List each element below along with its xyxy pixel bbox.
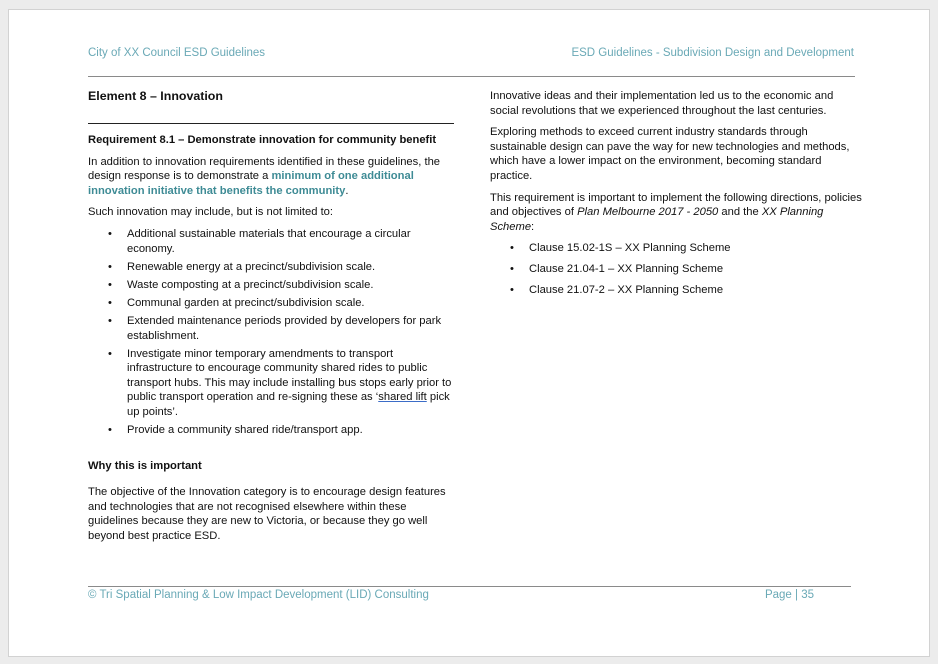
planning-scheme-text: XX Planning Scheme <box>490 206 824 233</box>
right-paragraph-3 <box>490 191 862 235</box>
list-item: • Renewable energy at a precinct/subdivision scale. <box>127 260 454 275</box>
shared-lift-text: shared lift <box>378 391 427 404</box>
document-page <box>8 9 930 657</box>
page-number: Page | 35 <box>764 589 814 601</box>
para3-and: and the <box>718 206 762 219</box>
requirement-title: Requirement 8.1 – Demonstrate innovation for community benefit <box>88 134 437 146</box>
left-column <box>88 89 454 551</box>
why-heading: Why this is important <box>88 459 202 472</box>
right-paragraph-1: Innovative ideas and their implementation led us to the economic and social revolutions that we experienced throughout the last centuries. <box>490 90 834 117</box>
clause-list <box>490 241 862 297</box>
requirement-rule <box>88 123 454 124</box>
list-item <box>127 347 454 420</box>
right-column <box>490 89 862 306</box>
element-heading: Element 8 – Innovation <box>88 89 223 103</box>
list-item: • Extended maintenance periods provided by developers for park establishment. <box>127 314 454 343</box>
right-paragraph-2: Exploring methods to exceed current industry standards through sustainable design can pave the way for new technologies and methods, which have a lower impact on the environment, becoming standard practice. <box>490 126 850 182</box>
intro-highlight: minimum of one additional innovation initiative that benefits the community <box>88 170 414 197</box>
intro-end: . <box>345 184 349 197</box>
list-item: • Provide a community shared ride/transport app. <box>127 423 454 438</box>
intro-paragraph <box>88 155 454 199</box>
list-item: • Waste composting at a precinct/subdivision scale. <box>127 278 454 293</box>
header-left: City of XX Council ESD Guidelines <box>88 47 266 59</box>
header-rule <box>88 76 855 77</box>
list-item: • Additional sustainable materials that encourage a circular economy. <box>127 227 454 256</box>
clause-item: • Clause 21.07-2 – XX Planning Scheme <box>529 283 862 298</box>
innovation-list <box>88 227 454 438</box>
para3-end: : <box>531 220 535 233</box>
item6-text: Investigate minor temporary amendments to transport infrastructure to encourage community shared rides to public transport hubs. This may include installing bus stops early prior to public transport operation and re-signing these as ‘ <box>127 347 452 404</box>
para3-text: This requirement is important to implement the following directions, policies and objectives of <box>490 191 862 219</box>
item6-end: pick up points’. <box>127 391 450 418</box>
footer-rule <box>88 586 851 587</box>
footer-copyright: © Tri Spatial Planning & Low Impact Development (LID) Consulting <box>88 589 429 601</box>
header-right: ESD Guidelines - Subdivision Design and Development <box>571 47 854 59</box>
list-item: • Communal garden at precinct/subdivision scale. <box>127 296 454 311</box>
intro-text: In addition to innovation requirements identified in these guidelines, the design response is to demonstrate a <box>88 155 441 183</box>
clause-item: • Clause 21.04-1 – XX Planning Scheme <box>529 262 862 277</box>
plan-melbourne-text: Plan Melbourne 2017 - 2050 <box>577 206 719 219</box>
why-paragraph: The objective of the Innovation category is to encourage design features and technologies that are not recognised elsewhere within these guidelines because they are new to Victoria, or because they go well beyond best practice ESD. <box>88 486 446 543</box>
list-intro: Such innovation may include, but is not limited to: <box>88 206 334 219</box>
clause-item: • Clause 15.02-1S – XX Planning Scheme <box>529 241 862 256</box>
